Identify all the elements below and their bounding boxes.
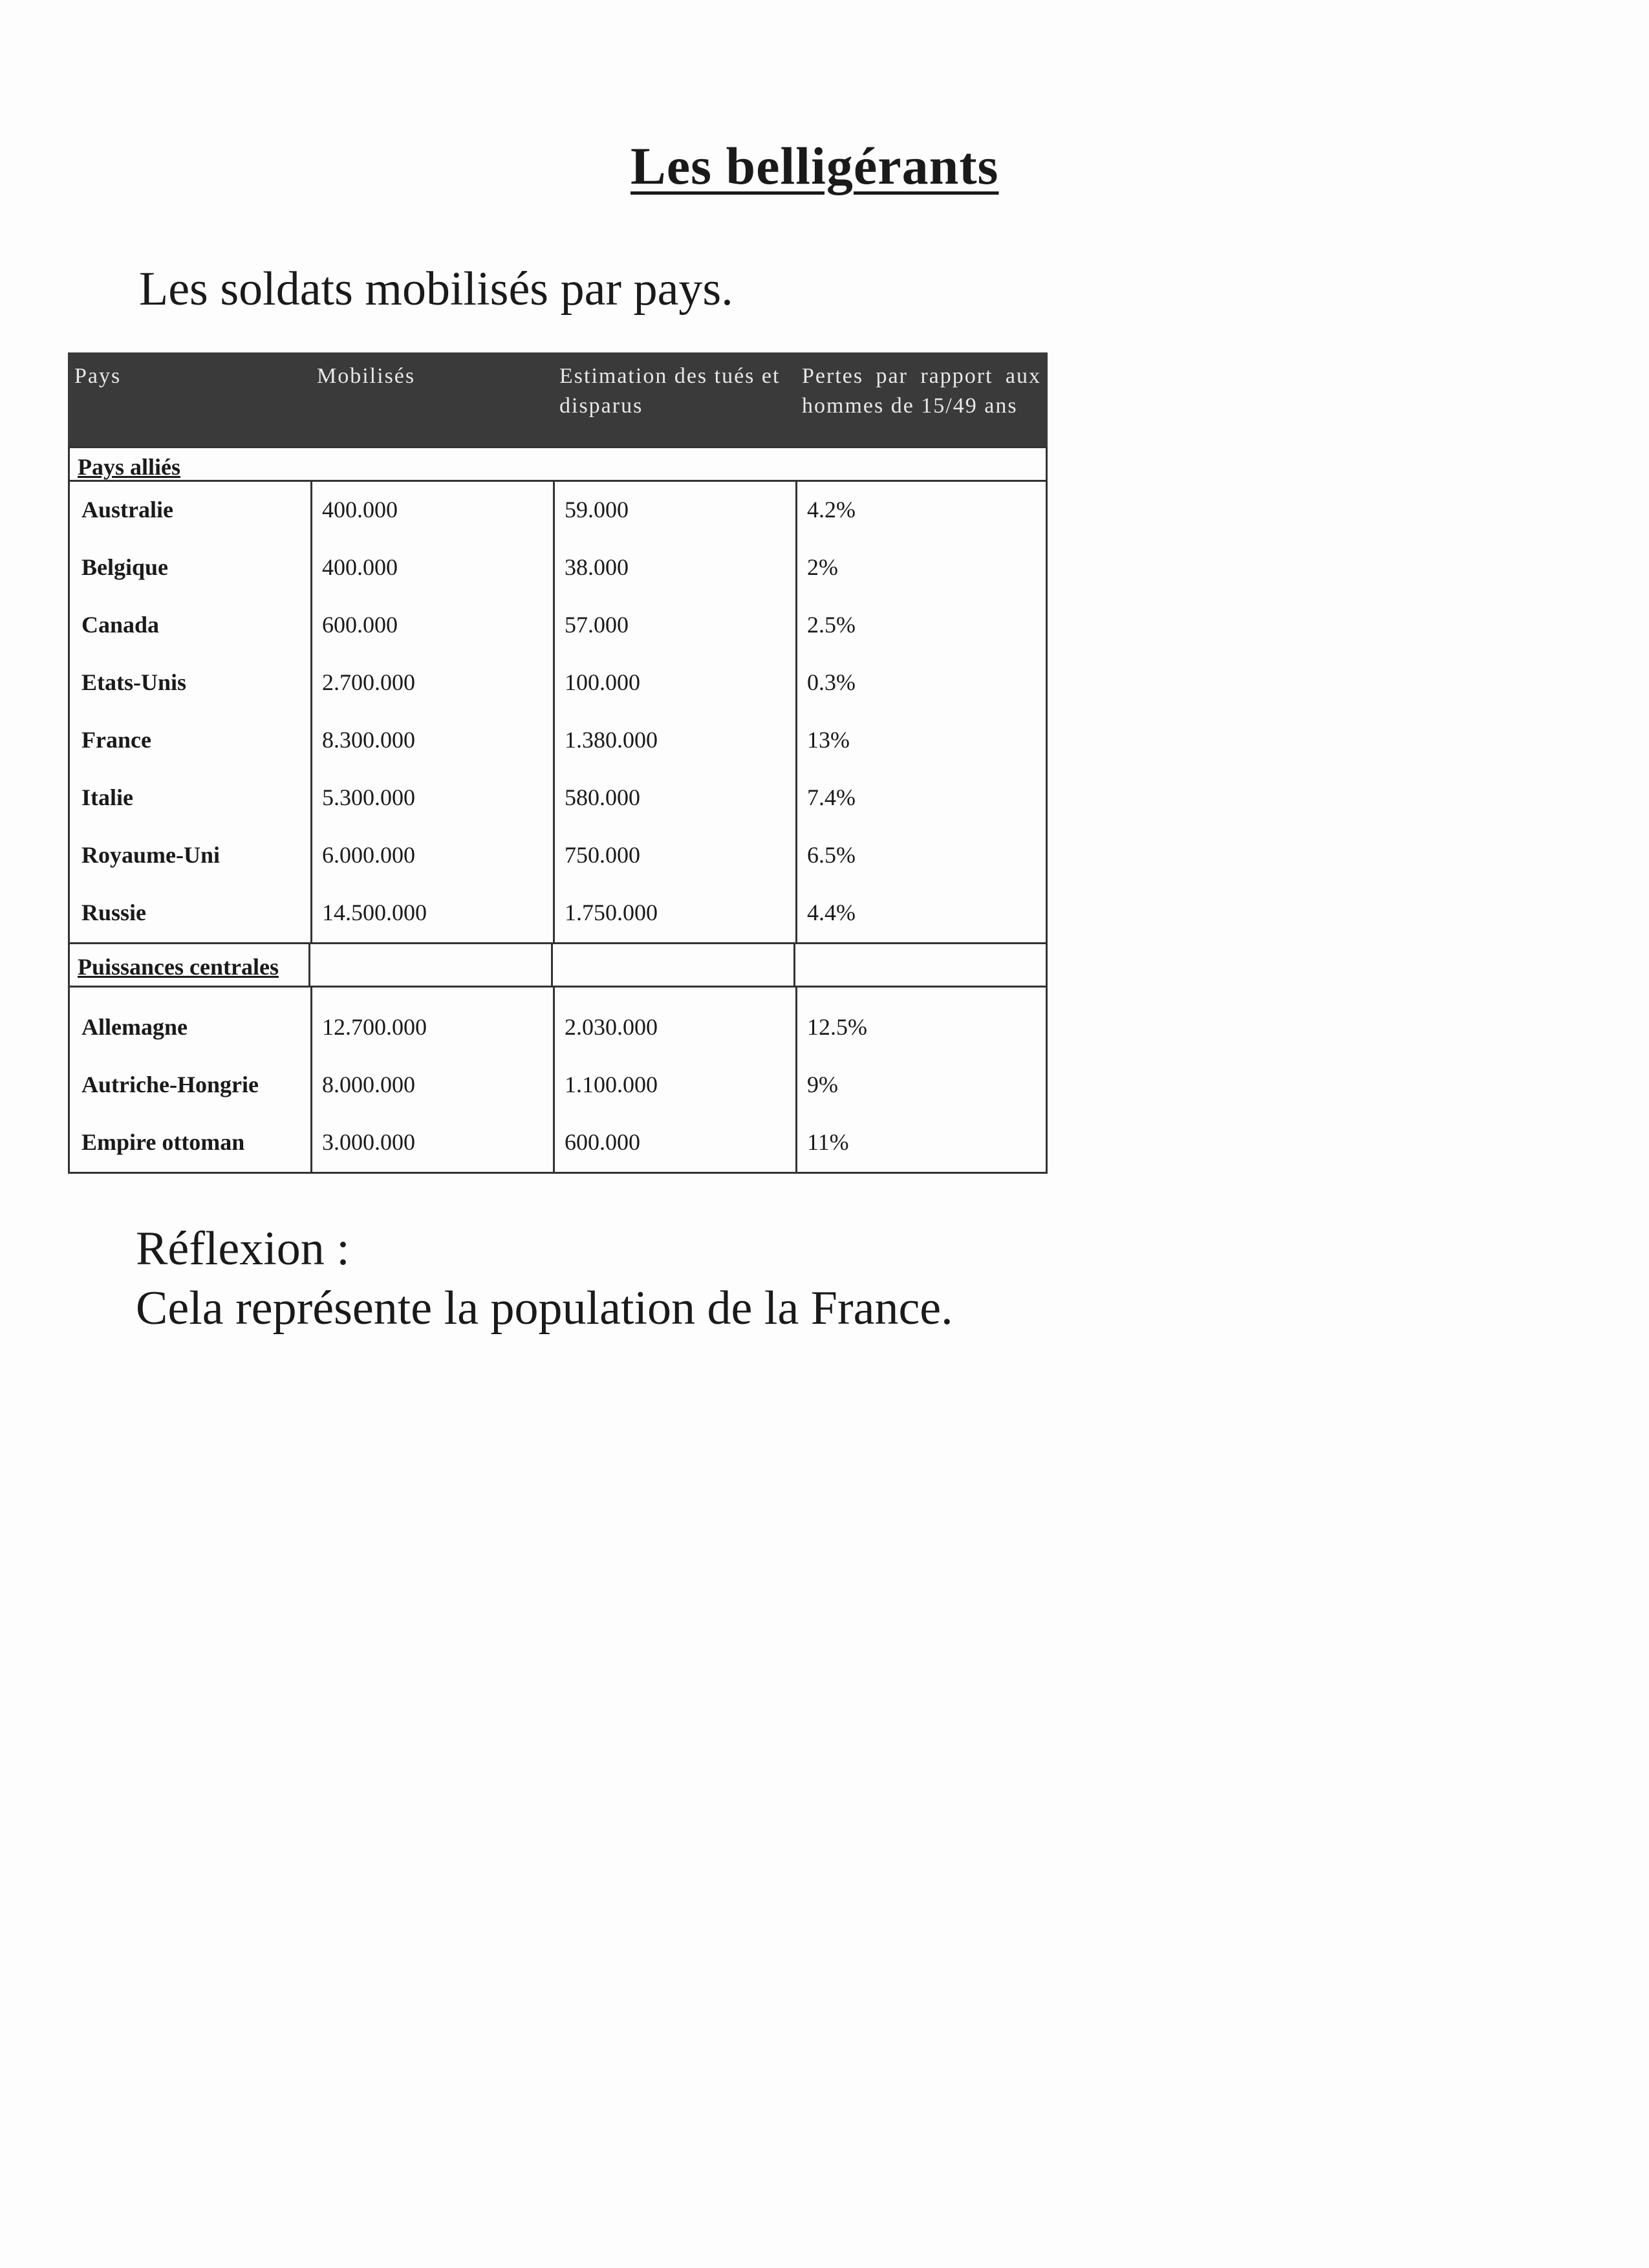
cell-mobilises: 6.000.000: [322, 842, 415, 868]
reflexion-heading: Réflexion :: [136, 1222, 350, 1275]
cell-mobilises: 8.300.000: [322, 727, 415, 753]
cell-pertes: 2%: [807, 554, 838, 580]
table-row: [70, 1114, 1046, 1172]
cell-pertes: 9%: [807, 1072, 838, 1097]
belligerents-table: [68, 352, 1048, 1174]
table-row: [70, 770, 1046, 827]
cell-pays: Allemagne: [81, 1014, 188, 1040]
cell-pays: Empire ottoman: [81, 1129, 245, 1155]
header-mobilises: Mobilisés: [317, 364, 416, 388]
section-header-central-powers: [68, 942, 1048, 988]
cell-mobilises: 3.000.000: [322, 1129, 415, 1155]
cell-pertes: 7.4%: [807, 784, 856, 810]
cell-estimation: 1.380.000: [565, 727, 658, 753]
cell-mobilises: 2.700.000: [322, 669, 415, 695]
cell-pertes: 4.2%: [807, 497, 856, 523]
header-pays: Pays: [74, 364, 122, 388]
page-title: Les belligérants: [630, 136, 999, 195]
section-header-allies: [68, 446, 1048, 482]
cell-mobilises: 5.300.000: [322, 784, 415, 810]
table-row: [70, 482, 1046, 539]
table-row: [70, 712, 1046, 770]
table-bottom-border: [68, 1172, 1048, 1174]
table-header: [68, 352, 1048, 446]
cell-pays: Belgique: [81, 554, 169, 580]
section-body-central-powers: [68, 988, 1048, 1172]
cell-mobilises: 12.700.000: [322, 1014, 427, 1040]
cell-pays: France: [81, 727, 151, 753]
cell-pertes: 13%: [807, 727, 850, 753]
cell-estimation: 57.000: [565, 612, 629, 638]
page-subtitle: Les soldats mobilisés par pays.: [139, 263, 733, 316]
header-estimation: Estimation des tués et disparus: [559, 364, 781, 418]
cell-pays: Autriche-Hongrie: [81, 1072, 259, 1097]
cell-pertes: 6.5%: [807, 842, 856, 868]
cell-pays: Etats-Unis: [81, 669, 187, 695]
cell-pays: Italie: [81, 784, 133, 810]
cell-estimation: 2.030.000: [565, 1014, 658, 1040]
section-body-allies: [68, 482, 1048, 942]
table-row: [70, 654, 1046, 712]
table-row: [70, 827, 1046, 885]
cell-mobilises: 400.000: [322, 497, 398, 523]
cell-mobilises: 600.000: [322, 612, 398, 638]
reflexion-block: [136, 1219, 953, 1338]
cell-pertes: 12.5%: [807, 1014, 867, 1040]
cell-estimation: 580.000: [565, 784, 640, 810]
section-label: Pays alliés: [78, 454, 180, 480]
cell-mobilises: 400.000: [322, 554, 398, 580]
cell-pertes: 2.5%: [807, 612, 856, 638]
column-divider: [308, 944, 310, 986]
cell-pertes: 4.4%: [807, 900, 856, 925]
column-divider: [793, 944, 795, 986]
column-divider: [551, 944, 553, 986]
table-row: [70, 597, 1046, 654]
cell-estimation: 600.000: [565, 1129, 640, 1155]
cell-pertes: 0.3%: [807, 669, 856, 695]
cell-estimation: 38.000: [565, 554, 629, 580]
cell-estimation: 100.000: [565, 669, 640, 695]
table-row: [70, 999, 1046, 1057]
section-label: Puissances centrales: [78, 954, 279, 980]
cell-pertes: 11%: [807, 1129, 849, 1155]
reflexion-text: Cela représente la population de la France.: [136, 1282, 953, 1335]
table-row: [70, 885, 1046, 942]
header-pertes: Pertes par rapport aux hommes de 15/49 ans: [802, 364, 1041, 418]
cell-mobilises: 8.000.000: [322, 1072, 415, 1097]
table-row: [70, 1057, 1046, 1114]
cell-pays: Australie: [81, 497, 173, 523]
cell-estimation: 750.000: [565, 842, 640, 868]
cell-estimation: 59.000: [565, 497, 629, 523]
cell-estimation: 1.750.000: [565, 900, 658, 925]
cell-pays: Royaume-Uni: [81, 842, 220, 868]
cell-estimation: 1.100.000: [565, 1072, 658, 1097]
table-row: [70, 539, 1046, 597]
cell-pays: Russie: [81, 900, 147, 925]
cell-pays: Canada: [81, 612, 160, 638]
cell-mobilises: 14.500.000: [322, 900, 427, 925]
